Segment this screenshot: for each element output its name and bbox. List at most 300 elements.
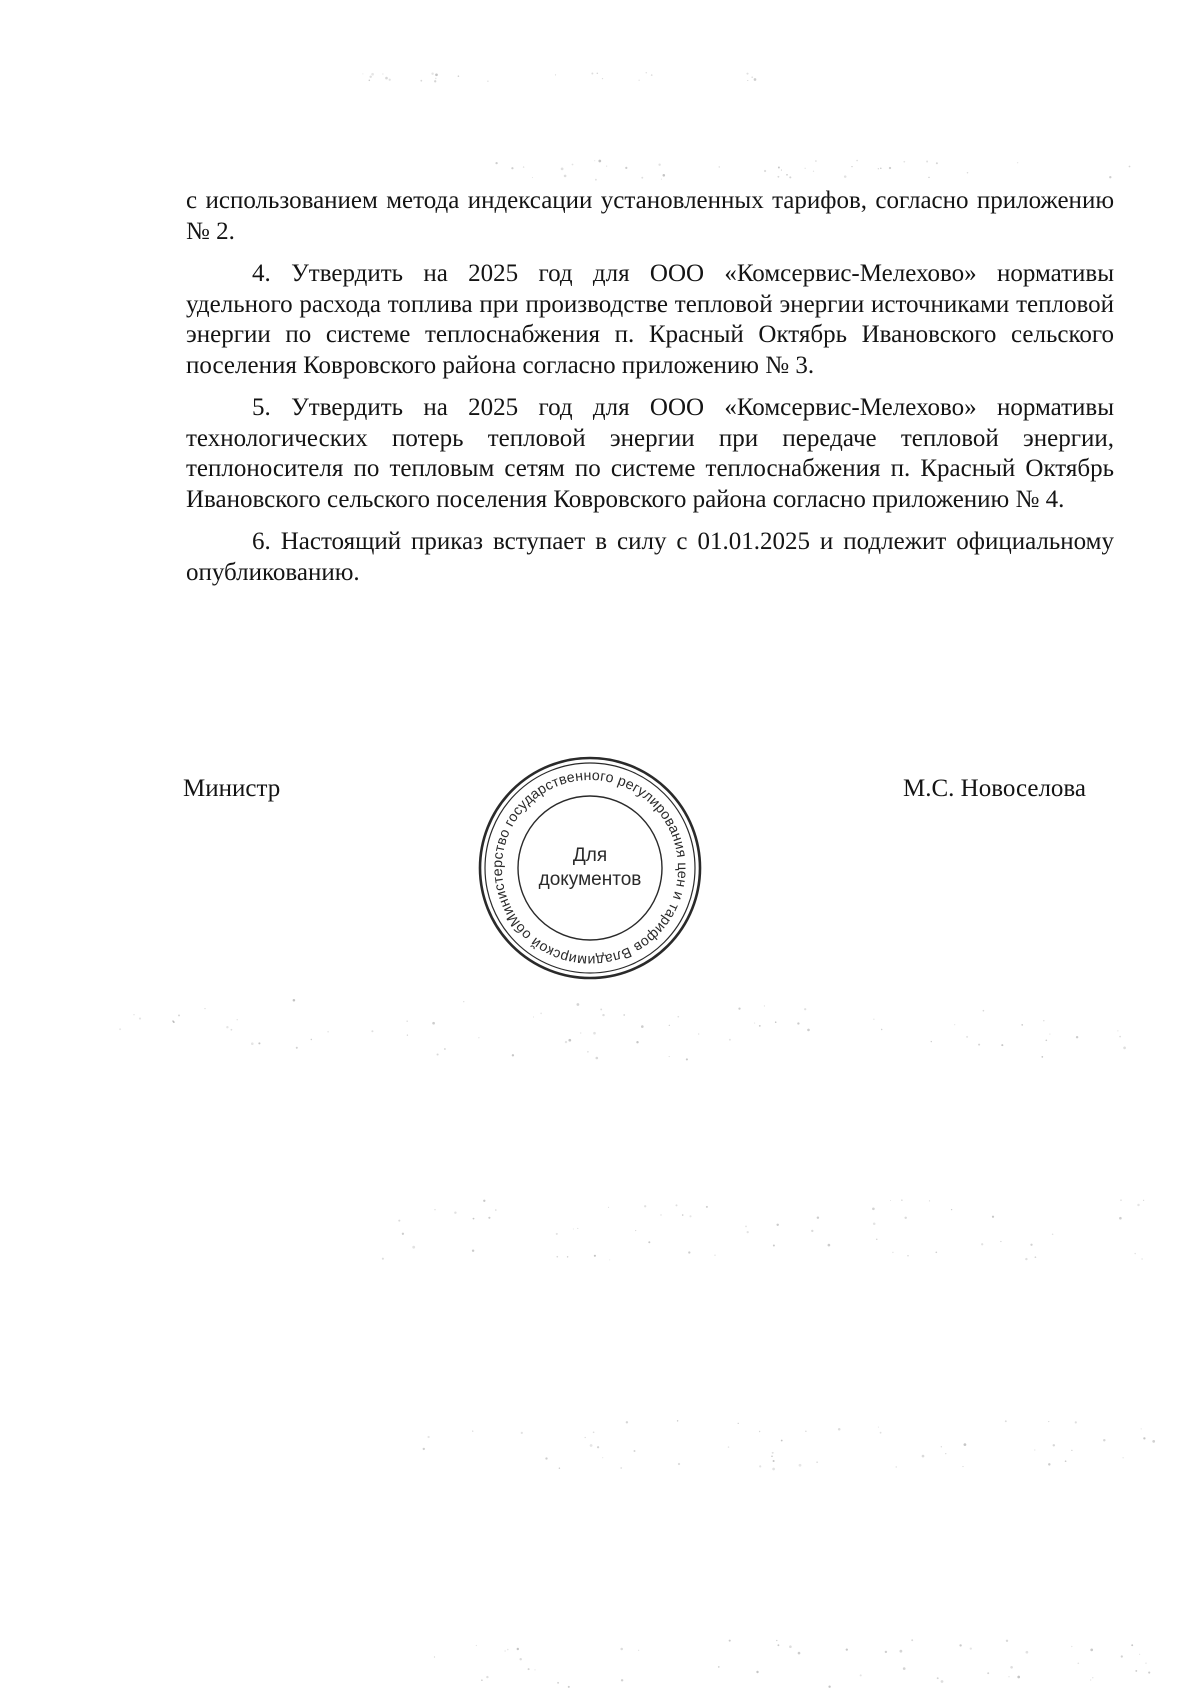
paragraph-item-6: 6. Настоящий приказ вступает в силу с 01.01.2025 и подлежит официальному опубликованию.: [186, 528, 1114, 586]
noise-speck: [781, 170, 782, 171]
noise-speck: [1123, 1047, 1126, 1050]
stamp-center: [477, 755, 703, 981]
noise-speck: [878, 168, 879, 169]
official-stamp: [477, 755, 703, 981]
noise-speck: [638, 1650, 639, 1651]
noise-speck: [776, 1640, 777, 1641]
noise-speck: [389, 79, 391, 81]
noise-speck: [431, 73, 433, 75]
noise-speck: [892, 1252, 893, 1253]
noise-speck: [663, 174, 666, 177]
noise-speck: [519, 1658, 521, 1660]
noise-speck: [676, 1204, 678, 1206]
noise-speck: [964, 1443, 967, 1446]
noise-speck: [1077, 1662, 1079, 1664]
noise-speck: [435, 78, 436, 79]
noise-speck: [593, 1032, 596, 1035]
paragraph-item-4: 4. Утвердить на 2025 год для ООО «Комсервис-Мелехово» нормативы удельного расхода топлива при производстве тепловой энергии источниками тепловой энергии по системе теплоснабжения п. Красный Октябрь Ивановского сельского поселения Ковровского района согласно приложению № 3.: [186, 260, 1114, 379]
noise-speck: [992, 1216, 994, 1218]
noise-speck: [885, 1651, 887, 1653]
noise-speck: [251, 1042, 254, 1045]
noise-speck: [488, 1217, 490, 1219]
noise-speck: [1137, 1204, 1139, 1206]
noise-speck: [747, 80, 748, 81]
noise-speck: [978, 1044, 980, 1046]
noise-speck: [507, 1649, 509, 1651]
noise-speck: [423, 1448, 425, 1450]
noise-speck: [602, 1014, 604, 1016]
noise-speck: [646, 72, 647, 73]
noise-speck: [746, 73, 748, 75]
noise-speck: [660, 1214, 661, 1215]
noise-speck: [764, 170, 766, 172]
stamp-center-line-2: документов: [538, 869, 642, 890]
noise-speck: [929, 1200, 930, 1201]
noise-speck: [772, 1452, 774, 1454]
noise-speck: [967, 172, 968, 173]
noise-speck: [781, 1440, 783, 1442]
noise-speck: [682, 1214, 684, 1216]
noise-speck: [941, 1446, 942, 1447]
noise-speck: [1000, 1241, 1001, 1242]
noise-speck: [473, 1218, 475, 1220]
noise-speck: [119, 1028, 121, 1030]
noise-speck: [1053, 1444, 1055, 1446]
noise-speck: [258, 1042, 260, 1044]
noise-speck: [1075, 1421, 1077, 1423]
noise-speck: [706, 1206, 708, 1208]
noise-speck: [382, 73, 383, 74]
noise-speck: [759, 1431, 760, 1432]
noise-speck: [483, 1200, 485, 1202]
noise-speck: [799, 1464, 802, 1467]
noise-speck: [481, 1679, 483, 1681]
noise-speck: [532, 177, 533, 178]
noise-speck: [1131, 1644, 1133, 1646]
noise-speck: [437, 1053, 439, 1055]
noise-speck: [954, 1024, 955, 1025]
noise-speck: [545, 1457, 547, 1459]
noise-speck: [900, 1650, 903, 1653]
noise-speck: [593, 1431, 595, 1433]
noise-speck: [420, 80, 422, 82]
noise-speck: [495, 162, 497, 164]
noise-speck: [565, 1041, 567, 1043]
noise-speck: [644, 1205, 646, 1207]
noise-speck: [936, 162, 938, 164]
noise-speck: [567, 1256, 568, 1257]
noise-speck: [1145, 1663, 1146, 1664]
noise-speck: [813, 171, 814, 172]
noise-speck: [669, 1025, 670, 1026]
noise-speck: [434, 80, 436, 82]
noise-speck: [851, 166, 852, 167]
noise-speck: [880, 167, 882, 169]
noise-speck: [1025, 1258, 1027, 1260]
noise-speck: [369, 80, 371, 82]
noise-speck: [937, 1677, 939, 1679]
noise-speck: [598, 160, 601, 163]
noise-speck: [444, 1048, 446, 1050]
noise-speck: [600, 1008, 602, 1010]
noise-speck: [773, 1460, 775, 1462]
noise-speck: [754, 78, 757, 81]
noise-speck: [577, 1228, 578, 1229]
noise-speck: [1065, 1460, 1067, 1462]
noise-speck: [231, 1029, 233, 1031]
noise-speck: [669, 1056, 670, 1057]
noise-speck: [1143, 1437, 1145, 1439]
noise-speck: [896, 1466, 897, 1467]
noise-speck: [1026, 1651, 1029, 1654]
noise-speck: [512, 1054, 514, 1056]
noise-speck: [661, 179, 662, 180]
noise-speck: [371, 1030, 373, 1032]
noise-speck: [805, 1431, 806, 1432]
noise-speck: [789, 1645, 792, 1648]
signatory-title: Министр: [183, 775, 281, 802]
noise-speck: [556, 1233, 558, 1235]
noise-speck: [926, 161, 928, 163]
noise-speck: [434, 1209, 435, 1210]
noise-speck: [1048, 1421, 1049, 1422]
noise-speck: [559, 1467, 560, 1468]
noise-speck: [139, 1018, 141, 1020]
noise-speck: [504, 1650, 505, 1651]
noise-speck: [1001, 1044, 1003, 1046]
noise-speck: [621, 1679, 623, 1681]
noise-speck: [1143, 1200, 1144, 1201]
noise-speck: [689, 1215, 691, 1217]
noise-speck: [805, 168, 806, 169]
noise-speck: [1048, 1463, 1050, 1465]
noise-speck: [511, 167, 513, 169]
noise-speck: [1076, 1036, 1078, 1038]
noise-speck: [903, 161, 905, 163]
noise-speck: [572, 164, 574, 166]
noise-speck: [406, 1020, 408, 1022]
noise-speck: [568, 1686, 570, 1688]
noise-speck: [362, 73, 363, 74]
noise-speck: [677, 1420, 678, 1421]
noise-speck: [597, 1446, 599, 1448]
noise-speck: [594, 160, 595, 161]
noise-speck: [844, 175, 847, 178]
noise-speck: [1148, 1672, 1150, 1674]
noise-speck: [577, 1003, 580, 1006]
noise-speck: [204, 1008, 205, 1009]
noise-speck: [402, 1233, 404, 1235]
noise-speck: [876, 1239, 877, 1240]
noise-speck: [1071, 1450, 1072, 1451]
noise-speck: [911, 1639, 913, 1641]
noise-speck: [904, 1217, 906, 1219]
stamp-ring-text: Министерство государственного регулирования цен и тарифов Владимирской области: [489, 767, 691, 969]
noise-speck: [1139, 1654, 1140, 1655]
noise-speck: [636, 1041, 638, 1043]
noise-speck: [602, 78, 603, 79]
noise-speck: [1017, 162, 1018, 163]
noise-speck: [828, 1686, 830, 1688]
noise-speck: [651, 74, 653, 76]
stamp-center-line-1: Для: [572, 845, 608, 866]
noise-speck: [928, 177, 929, 178]
noise-speck: [901, 1200, 902, 1201]
noise-speck: [816, 1461, 817, 1462]
noise-speck: [1103, 1439, 1105, 1441]
noise-speck: [1090, 1679, 1091, 1680]
noise-speck: [798, 1652, 801, 1655]
noise-speck: [1129, 166, 1131, 168]
noise-speck: [935, 1251, 937, 1253]
noise-speck: [178, 1014, 180, 1016]
noise-speck: [1109, 176, 1111, 178]
noise-speck: [738, 1007, 740, 1009]
noise-speck: [1034, 1449, 1035, 1450]
noise-speck: [1092, 1677, 1093, 1678]
noise-speck: [427, 1436, 429, 1438]
noise-speck: [945, 1453, 946, 1454]
noise-speck: [872, 1207, 875, 1210]
noise-speck: [133, 1014, 134, 1015]
noise-speck: [608, 1207, 609, 1208]
noise-speck: [1049, 1034, 1050, 1035]
noise-speck: [523, 166, 524, 167]
noise-speck: [534, 1669, 535, 1670]
noise-speck: [719, 166, 720, 167]
noise-speck: [1141, 1428, 1142, 1429]
noise-speck: [594, 1255, 596, 1257]
noise-speck: [828, 1244, 831, 1247]
noise-speck: [772, 1468, 775, 1471]
noise-speck: [369, 76, 371, 78]
noise-speck: [1119, 1036, 1121, 1038]
noise-speck: [591, 73, 593, 75]
noise-speck: [1021, 1024, 1023, 1026]
noise-speck: [517, 1648, 519, 1650]
noise-speck: [1005, 1420, 1007, 1422]
noise-speck: [966, 1036, 968, 1038]
noise-speck: [776, 1224, 778, 1226]
noise-speck: [1010, 1666, 1013, 1669]
noise-speck: [585, 1437, 586, 1438]
noise-speck: [856, 160, 858, 162]
noise-speck: [941, 1680, 944, 1683]
noise-speck: [759, 1025, 761, 1027]
noise-speck: [931, 1041, 932, 1042]
noise-speck: [881, 1029, 882, 1030]
noise-speck: [789, 176, 791, 178]
noise-speck: [811, 1230, 813, 1232]
noise-speck: [1121, 1655, 1123, 1657]
noise-speck: [1017, 1676, 1020, 1679]
noise-speck: [754, 1023, 755, 1024]
noise-speck: [797, 1022, 799, 1024]
noise-speck: [1035, 1256, 1037, 1258]
document-body: [186, 186, 1114, 600]
noise-speck: [786, 174, 788, 176]
noise-speck: [903, 1667, 906, 1670]
noise-speck: [1134, 1253, 1135, 1254]
noise-speck: [1043, 1020, 1044, 1021]
noise-speck: [573, 1228, 574, 1229]
noise-speck: [878, 1427, 879, 1428]
noise-speck: [626, 1421, 628, 1423]
noise-speck: [688, 1251, 690, 1253]
noise-speck: [983, 1010, 985, 1012]
noise-speck: [860, 1674, 862, 1676]
noise-speck: [678, 1463, 680, 1465]
noise-speck: [597, 73, 598, 74]
noise-speck: [472, 1430, 473, 1431]
noise-speck: [1117, 1030, 1118, 1031]
noise-speck: [580, 1032, 581, 1033]
noise-speck: [1071, 1646, 1072, 1647]
noise-speck: [226, 1026, 228, 1028]
noise-speck: [751, 76, 753, 78]
signatory-name: М.С. Новоселова: [903, 775, 1087, 802]
noise-speck: [1123, 1457, 1124, 1458]
noise-speck: [648, 1241, 650, 1243]
noise-speck: [382, 1258, 384, 1260]
noise-speck: [641, 177, 643, 179]
noise-speck: [476, 1645, 477, 1646]
noise-speck: [623, 1014, 625, 1016]
noise-speck: [458, 75, 460, 77]
noise-speck: [371, 73, 374, 76]
noise-speck: [959, 1644, 961, 1646]
noise-speck: [764, 1005, 765, 1006]
noise-speck: [435, 73, 438, 76]
noise-speck: [641, 1025, 644, 1028]
noise-speck: [327, 1031, 329, 1033]
noise-speck: [296, 1047, 298, 1049]
noise-speck: [407, 1034, 408, 1035]
noise-speck: [412, 1246, 415, 1249]
noise-speck: [970, 1647, 972, 1649]
noise-speck: [478, 1037, 479, 1038]
noise-speck: [173, 1021, 175, 1023]
noise-speck: [521, 1432, 523, 1434]
paragraph-continuation: с использованием метода индексации установленных тарифов, согласно приложению № 2.: [186, 187, 1114, 245]
noise-speck: [922, 1455, 925, 1458]
noise-speck: [528, 1668, 530, 1670]
noise-speck: [454, 1211, 456, 1213]
noise-speck: [890, 1200, 891, 1201]
noise-speck: [463, 1001, 464, 1002]
noise-speck: [590, 1444, 593, 1447]
noise-speck: [747, 1231, 749, 1233]
noise-speck: [609, 1259, 610, 1260]
noise-speck: [293, 999, 296, 1002]
noise-speck: [1030, 1244, 1032, 1246]
noise-speck: [625, 167, 627, 169]
noise-speck: [486, 1676, 488, 1678]
noise-speck: [487, 81, 488, 82]
noise-speck: [1152, 1440, 1155, 1443]
noise-speck: [472, 1249, 474, 1251]
noise-speck: [804, 1008, 806, 1010]
noise-speck: [987, 1672, 989, 1674]
noise-speck: [587, 1051, 589, 1053]
noise-speck: [1008, 1676, 1009, 1677]
noise-speck: [981, 1243, 983, 1245]
noise-speck: [606, 166, 607, 167]
noise-speck: [729, 1640, 731, 1642]
noise-speck: [1120, 1199, 1122, 1201]
noise-speck: [846, 1648, 848, 1650]
noise-speck: [907, 1255, 908, 1256]
noise-speck: [658, 164, 660, 166]
noise-speck: [596, 1057, 599, 1060]
noise-speck: [815, 160, 817, 162]
noise-speck: [817, 1216, 819, 1218]
noise-speck: [951, 1209, 952, 1210]
noise-speck: [561, 168, 564, 171]
noise-speck: [738, 1423, 739, 1424]
noise-speck: [311, 1039, 312, 1040]
noise-speck: [620, 1648, 623, 1651]
noise-speck: [495, 1209, 497, 1211]
noise-speck: [775, 1021, 777, 1023]
noise-speck: [1119, 1217, 1122, 1220]
noise-speck: [1090, 1649, 1093, 1652]
noise-speck: [677, 1016, 679, 1018]
noise-speck: [686, 1058, 688, 1060]
noise-speck: [639, 80, 640, 81]
noise-speck: [1141, 1258, 1142, 1259]
noise-speck: [533, 1017, 534, 1018]
noise-speck: [718, 1666, 720, 1668]
noise-speck: [556, 1256, 558, 1258]
noise-speck: [568, 1039, 571, 1042]
noise-speck: [557, 1682, 559, 1684]
noise-speck: [777, 176, 779, 178]
noise-speck: [759, 1465, 761, 1467]
noise-speck: [1135, 1670, 1137, 1672]
noise-speck: [873, 1223, 876, 1226]
noise-speck: [745, 1226, 747, 1228]
noise-speck: [807, 1029, 810, 1032]
noise-speck: [777, 1644, 779, 1646]
noise-speck: [540, 1013, 542, 1015]
noise-speck: [880, 1432, 882, 1434]
noise-speck: [728, 1446, 729, 1447]
noise-speck: [634, 1450, 636, 1452]
noise-speck: [385, 77, 388, 80]
noise-speck: [398, 1220, 400, 1222]
noise-speck: [172, 1020, 174, 1022]
noise-speck: [714, 1255, 715, 1256]
noise-speck: [434, 1656, 435, 1657]
noise-speck: [432, 1022, 435, 1025]
noise-speck: [729, 1039, 731, 1041]
noise-speck: [564, 175, 567, 178]
noise-speck: [1041, 1056, 1043, 1058]
noise-speck: [698, 1033, 699, 1034]
noise-speck: [602, 1457, 603, 1458]
noise-speck: [778, 167, 780, 169]
noise-speck: [237, 1019, 238, 1020]
noise-speck: [635, 1230, 636, 1231]
noise-speck: [1006, 1640, 1008, 1642]
noise-speck: [889, 167, 891, 169]
noise-speck: [595, 179, 597, 181]
noise-speck: [771, 1456, 773, 1458]
noise-speck: [838, 1428, 841, 1431]
noise-speck: [773, 1244, 775, 1246]
noise-speck: [873, 1019, 874, 1020]
